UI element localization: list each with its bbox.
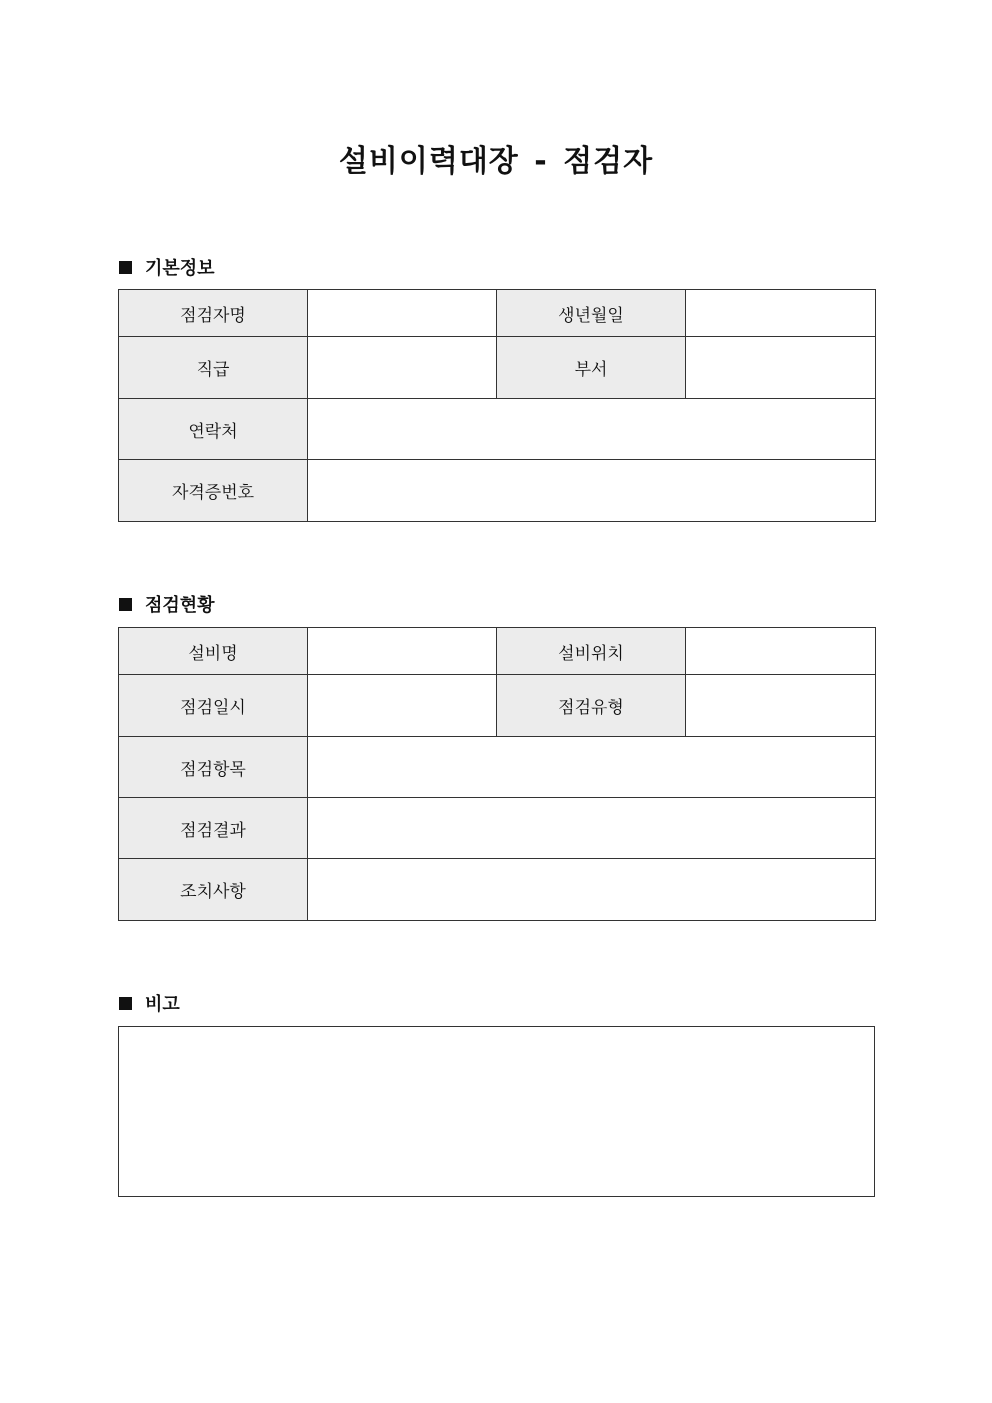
action-taken-label: 조치사항: [119, 859, 308, 921]
birth-date-field[interactable]: [686, 290, 876, 337]
table-row: [119, 460, 876, 522]
action-taken-field[interactable]: [308, 859, 876, 921]
inspection-type-label: 점검유형: [497, 675, 686, 737]
basic-info-heading: [119, 254, 215, 280]
position-label: 직급: [119, 337, 308, 399]
inspection-type-field[interactable]: [686, 675, 876, 737]
contact-field[interactable]: [308, 399, 876, 460]
inspection-result-field[interactable]: [308, 798, 876, 859]
basic-info-heading-text: 기본정보: [145, 258, 215, 279]
table-row: [119, 628, 876, 675]
inspection-datetime-field[interactable]: [308, 675, 497, 737]
inspection-status-heading-text: 점검현황: [145, 595, 215, 616]
equipment-location-label: 설비위치: [497, 628, 686, 675]
inspection-items-label: 점검항목: [119, 737, 308, 798]
inspector-name-field[interactable]: [308, 290, 497, 337]
table-row: [119, 337, 876, 399]
birth-date-label: 생년월일: [497, 290, 686, 337]
equipment-name-label: 설비명: [119, 628, 308, 675]
table-row: [119, 859, 876, 921]
inspection-status-heading: [119, 591, 215, 617]
department-label: 부서: [497, 337, 686, 399]
contact-label: 연락처: [119, 399, 308, 460]
remarks-field[interactable]: [118, 1026, 875, 1197]
license-number-field[interactable]: [308, 460, 876, 522]
square-bullet-icon: [119, 598, 132, 611]
remarks-heading: [119, 990, 180, 1016]
table-row: [119, 399, 876, 460]
document-title: 설비이력대장 - 점검자: [338, 144, 654, 179]
license-number-label: 자격증번호: [119, 460, 308, 522]
position-field[interactable]: [308, 337, 497, 399]
inspection-result-label: 점검결과: [119, 798, 308, 859]
square-bullet-icon: [119, 261, 132, 274]
basic-info-table: [118, 289, 876, 522]
inspector-name-label: 점검자명: [119, 290, 308, 337]
table-row: [119, 798, 876, 859]
table-row: [119, 290, 876, 337]
table-row: [119, 675, 876, 737]
equipment-location-field[interactable]: [686, 628, 876, 675]
inspection-status-table: [118, 627, 876, 921]
department-field[interactable]: [686, 337, 876, 399]
remarks-heading-text: 비고: [145, 994, 180, 1015]
inspection-datetime-label: 점검일시: [119, 675, 308, 737]
table-row: [119, 737, 876, 798]
inspection-items-field[interactable]: [308, 737, 876, 798]
square-bullet-icon: [119, 997, 132, 1010]
equipment-name-field[interactable]: [308, 628, 497, 675]
